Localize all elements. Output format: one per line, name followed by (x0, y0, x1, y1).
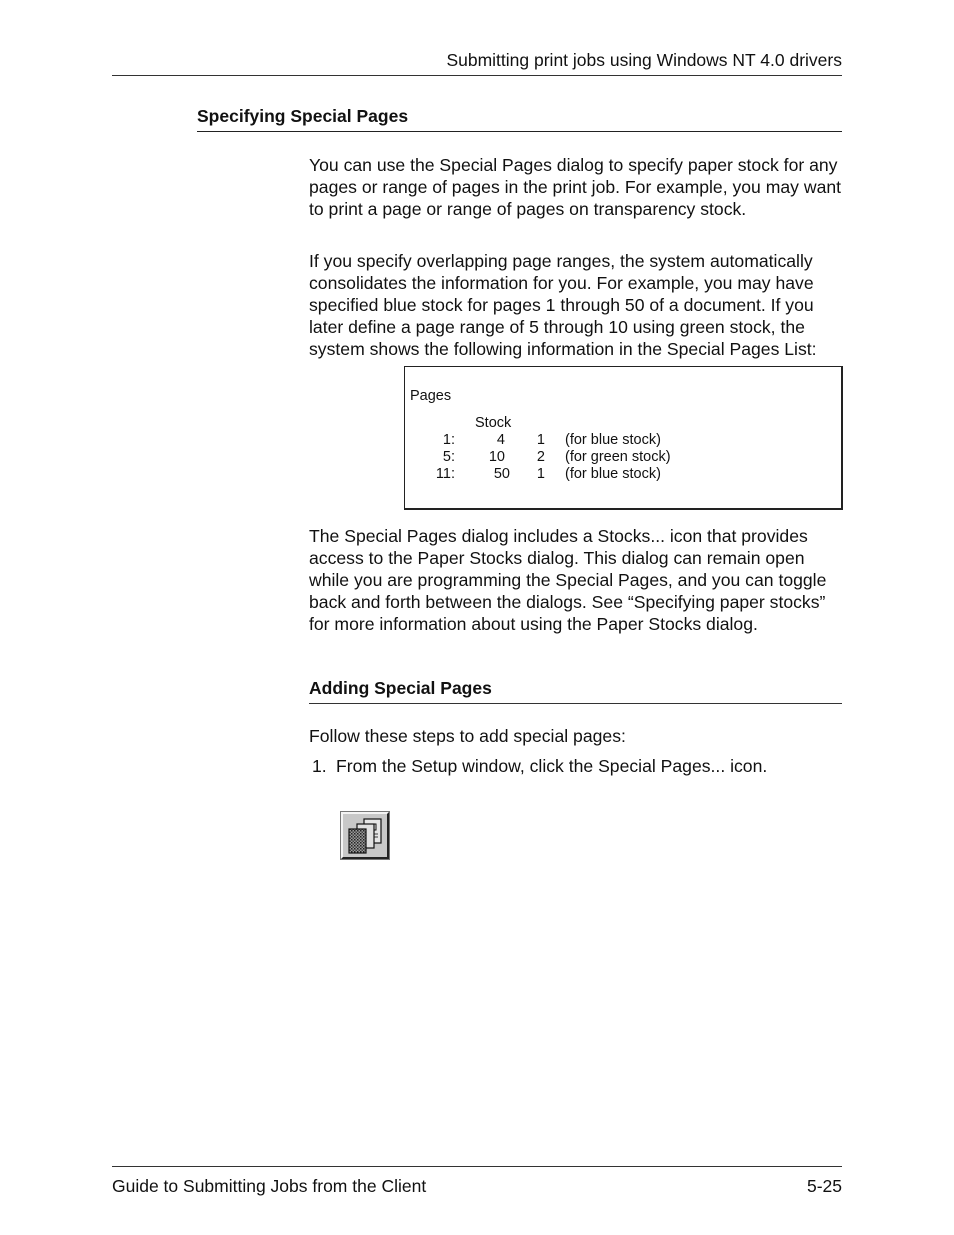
row-quantity: 2 (536, 449, 545, 465)
row-stock: 4 (496, 432, 505, 448)
row-note: (for blue stock) (565, 466, 661, 482)
list-row (405, 466, 841, 483)
footer-rule (112, 1166, 842, 1167)
row-stock: 50 (493, 466, 510, 482)
stacked-pages-icon (345, 815, 385, 855)
special-pages-list-example (404, 366, 843, 510)
subsection-title: Adding Special Pages (309, 678, 842, 704)
row-note: (for green stock) (565, 449, 671, 465)
row-page: 5: (442, 449, 455, 465)
list-row (405, 449, 841, 466)
list-row (405, 432, 841, 449)
special-pages-icon[interactable] (341, 812, 389, 859)
pages-column-label: Pages (410, 388, 452, 404)
step-number: 1. (312, 756, 327, 776)
stock-column-label: Stock (475, 415, 512, 431)
row-page: 11: (435, 466, 455, 482)
row-stock: 10 (488, 449, 505, 465)
step-item (312, 755, 842, 777)
row-page: 1: (442, 432, 455, 448)
paragraph-stocks-icon: The Special Pages dialog includes a Stocks... icon that provides access to the Paper Stocks dialog. This dialog can remain open while you are programming the Special Pages, and you can toggle back and forth between the dialogs. See “Specifying paper stocks” for more information about using the Paper Stocks dialog. (309, 526, 827, 634)
running-header: Submitting print jobs using Windows NT 4.0 drivers (446, 50, 842, 70)
steps-intro: Follow these steps to add special pages: (309, 726, 626, 746)
row-quantity: 1 (536, 432, 545, 448)
row-quantity: 1 (536, 466, 545, 482)
paragraph-overlapping-ranges: If you specify overlapping page ranges, the system automatically consolidates the information for you. For example, you may have specified blue stock for pages 1 through 50 of a document. If you later define a page range of 5 through 10 using green stock, the system shows the following information in the Special Pages List: (309, 251, 817, 359)
step-text: From the Setup window, click the Special Pages... icon. (336, 756, 768, 776)
section-title: Specifying Special Pages (197, 106, 842, 132)
paragraph-special-pages-intro: You can use the Special Pages dialog to specify paper stock for any pages or range of pages in the print job. For example, you may want to print a page or range of pages on transparency stock. (309, 155, 842, 219)
row-note: (for blue stock) (565, 432, 661, 448)
footer-title: Guide to Submitting Jobs from the Client (112, 1176, 427, 1196)
header-rule (112, 75, 842, 76)
page-number: 5-25 (806, 1176, 842, 1196)
